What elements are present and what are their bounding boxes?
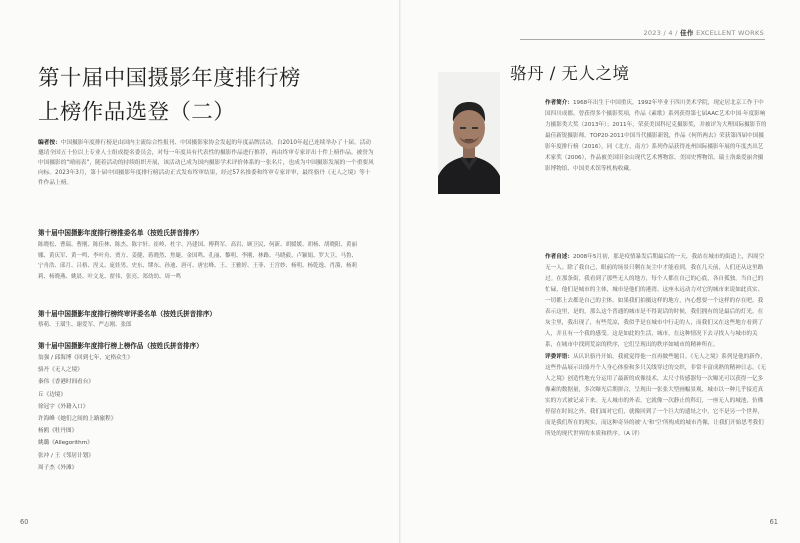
works-item: 秦伟《香港时间看台》 <box>38 379 94 386</box>
header-rule <box>520 39 765 40</box>
works-item: 丘《边境》 <box>38 391 66 398</box>
left-page-number: 60 <box>20 518 29 526</box>
works-heading: 第十届中国摄影年度排行榜上榜作品（按姓氏拼音排序） <box>38 342 203 350</box>
jury-heading: 第十届中国摄影年度排行榜终审评委名单（按姓氏拼音排序） <box>38 310 217 318</box>
portrait-photo <box>438 72 500 194</box>
nominators-heading: 第十届中国摄影年度排行榜推委名单（按姓氏拼音排序） <box>38 229 203 237</box>
works-item: 徐冠宇《外籍入口》 <box>38 403 89 410</box>
page-spine <box>399 0 401 543</box>
jury-review-label: 评委评语： <box>545 354 573 360</box>
works-item: 周子杰《外滩》 <box>38 464 78 471</box>
works-item: 杨鸥《牡丹图》 <box>38 428 78 435</box>
jury-list: 蔡萌、王璜生、谢爱军、严志刚、张郎 <box>38 322 132 328</box>
author-bio-text: 1968年出生于中国重庆，1992年毕业于四川美术学院，现定居北京工作于中国四川成都。曾获得多个摄影奖项，作品《素歌》系列获得第七届AAC艺术中国·年度影响力摄影类大奖（2013年）；2011年，荣获美国科尼克摄影奖，并被评为大理国际摄影节的最佳新锐摄影师。TOP20·2011中国当代摄影新锐，作品《何所两去》荣获第四届中国摄影年度排行榜（2016），同《北方，南方》系列作品获得连州国际摄影年展的年度杰出艺术家奖（2006），作品被美国旧金山现代艺术博物馆、美国史博物馆、瑞士洛桑爱丽舍摄影博物馆、中国美术馆等机构收藏。 <box>545 100 767 172</box>
works-item: 许海峰《她们之间的上路旅程》 <box>38 416 117 423</box>
title-line-1: 第十届中国摄影年度排行榜 <box>38 66 301 91</box>
issue-label: 2023 / 4 / <box>643 29 678 37</box>
works-item: 姚璐《Allegorithm》 <box>38 440 93 447</box>
works-list <box>38 352 338 474</box>
editor-note-label: 编者按： <box>38 140 61 146</box>
artist-statement-text: 2008年5月初，那是疫情暴发后期最后的一天，我站在城市的街道上，四周空无一人。除了我自己，眼前的场景只剩在灰尘中才能看到，我在几天前，人们还从这里路过。在那条街，我看到了那些无人的地方，每个人都在自己的心底，各自孤独。当自己的忙碌，他们是城市的主体，城市是他们的港湾。这座永远动力对它的城市来说如此真实、一切都上去都是自己的主体。如果我们拍摄这样的地方，内心想要一个这样的存在吧。我表示这里，是的，那么这个普通的城市是不得说话的时候，我们拥有的是最后的灯光。在灰尘里，我出现了，有些荒凉，我似乎是在城市中行走的人，而我们又在这些地方看到了人，并且有一个我的感受。这是如此的生活，城市，在这种情况下去寻找人与城市的关系，在城市中找到荒凉的秩序，它们呈现出的秩序如城市的精神所在。 <box>545 254 765 348</box>
works-item: 张冲 / 王《邻居计划》 <box>38 452 94 459</box>
portrait-photo-icon <box>438 72 500 194</box>
jury-review-text: 从认识骆丹开始，我就觉得他一直再做些题目。《无人之境》系列是他的新作，这些作品展示出骆丹个人身心体验和多只关线穿过的交织，非常丰富成熟的精神日志。《无人之境》创造性地充分运用了最新的成像技术，太尺寸传感器每一次曝光可以获得一亿多像素的数据量，多次曝光后期拼合，呈现出一张张大型画幅景观，城市以一种几乎接近真实的方式被记录下来。无人城市的外表，它就像一次静止的科幻，一座无人的城池，仿佛停留在时间之外，我们面对它们，就像回到了一个巨大的遗址之中，它不是另一个世界，而是我们所在的现实，而这种奇异的被'人'和'空'所构成的城市肖像，让我们开始思考我们所处的现代世界的本质和秩序。（A 评） <box>545 354 766 437</box>
jury-review <box>545 352 767 440</box>
editor-note-text: 中国摄影年度排行榜是由国内主流综合性报刊、中国摄影家协会发起的年度品牌活动，自2010年起已连续举办了十届。活动邀请全国五十位以上专业人士组成提名委员会，对每一年度具有代表性的摄影作品进行推荐，再由终审专家评出十件上榜作品。被誉为中国摄影的“晴雨表”，随着活动的持续组织开展，该活动已成为国内摄影学术评价体系的一张名片，也成为中国摄影发展的一个重要风向标。2023年3月，第十届中国摄影年度排行榜活动正式发布终审结果，经过57名推委和终审专家评审，最终骆丹《无人之境》等十件作品上榜。 <box>38 140 374 186</box>
works-item: 翁强 / 邱海博《回到七年，定格众生》 <box>38 355 133 361</box>
right-page-title: 骆丹 / 无人之境 <box>510 64 630 83</box>
nominators-list: 陈晓松、曹瑞、曹刚、陈佳林、陈杰、陈宇轩、崔岭、杜宇、冯建国、傅利军、高岩、顾卫民、何新、胡媛媛、胡杨、胡晓阳、黄丽娜、黄庆军、黄一鸣、李叶舟、贾方、姜健、蒋晓然、焦婕、金国鸣、孔丽、黎明、李刚、林路、马晓毅、卢颖娟、罗大卫、马鲁、宁舟浩、邱月、吕格、涅义、庞娃男、史东、缪东、孙迪、唐可、唐宏峰、王、王雅婷、王菲、王宫妙、杨明、杨乾逸、肖漪、杨莉莉、杨晓燕、姚晨、叶文龙、翟伟、张亮、郑幼幼、周一鸣 <box>38 242 358 280</box>
artist-statement <box>545 252 767 351</box>
author-bio <box>545 98 767 175</box>
works-item: 骆丹《无人之境》 <box>38 367 83 374</box>
right-page-number: 61 <box>769 518 778 526</box>
author-bio-label: 作者简介： <box>545 100 573 106</box>
artist-statement-label: 作者自述： <box>545 254 573 260</box>
running-head <box>643 28 764 37</box>
editor-note <box>38 138 376 188</box>
left-page-title <box>38 62 378 130</box>
section-label-en: EXCELLENT WORKS <box>696 29 764 37</box>
section-label-cn: 佳作 <box>680 29 694 37</box>
title-line-2: 上榜作品选登（二） <box>38 100 236 125</box>
